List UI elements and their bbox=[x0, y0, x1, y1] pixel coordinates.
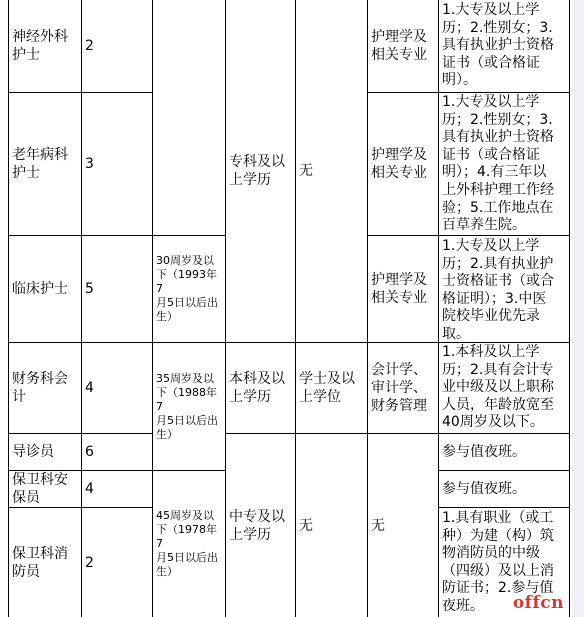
position-cell: 保卫科安 保员 bbox=[12, 472, 68, 506]
requirement-cell: 1.大专及以上学 历；2.具有执业护 士资格证书（或合 格证明）；3.中医 院校毕业优先录取。 bbox=[442, 238, 554, 342]
position-cell: 临床护士 bbox=[12, 281, 68, 297]
title-cell: 学士及以 上学位 bbox=[299, 371, 355, 405]
count-cell: 4 bbox=[85, 481, 94, 497]
position-cell: 老年病科 护士 bbox=[12, 147, 68, 181]
requirement-cell: 1.本科及以上学 历；2.具有会计专 业中级及以上职称 人员，年龄放宽至 40周岁及以下。 bbox=[442, 344, 554, 431]
degree-cell: 专科及以 上学历 bbox=[229, 154, 285, 188]
col-border bbox=[569, 0, 570, 617]
position-cell: 保卫科消 防员 bbox=[12, 545, 68, 580]
requirement-cell: 参与值夜班。 bbox=[442, 481, 526, 497]
age-cell: 35周岁及以 下（1988年7 月5日以后出 生） bbox=[156, 371, 218, 441]
requirement-cell: 1.大专及以上学 历；2.性别女；3. 具有执业护士资格 证书（或合格证 明）。 bbox=[442, 2, 554, 89]
title-cell: 无 bbox=[299, 517, 313, 534]
requirement-cell: 参与值夜班。 bbox=[442, 444, 526, 460]
degree-cell: 本科及以 上学历 bbox=[229, 371, 285, 405]
position-cell: 财务科会 计 bbox=[12, 371, 68, 405]
major-cell: 护理学及 相关专业 bbox=[371, 272, 427, 306]
requirement-cell: 1.具有职业（或工 种）为建（构）筑 物消防员的中级 （四级）及以上消 防证书；2.参与值 夜班。 bbox=[442, 510, 554, 614]
age-cell: 30周岁及以 下（1993年7 月5日以后出 生） bbox=[156, 254, 218, 323]
major-cell: 护理学及 相关专业 bbox=[371, 29, 427, 63]
major-cell: 会计学、 审计学、 财务管理 bbox=[371, 362, 427, 414]
count-cell: 6 bbox=[85, 444, 94, 460]
requirement-cell: 1.大专及以上学 历；2.性别女；3. 具有执业护士资格 证书（或合格证 明）；4.有三年以 上外科护理工作经 验；5.工作地点在 百草养生院。 bbox=[442, 94, 554, 234]
position-cell: 神经外科 护士 bbox=[12, 29, 68, 63]
count-cell: 3 bbox=[85, 156, 94, 172]
count-cell: 4 bbox=[85, 380, 94, 396]
title-cell: 无 bbox=[299, 163, 313, 179]
age-cell: 45周岁及以 下（1978年7 月5日以后出 生） bbox=[156, 509, 218, 578]
major-cell: 无 bbox=[371, 517, 385, 534]
offcn-watermark: offcn bbox=[512, 593, 564, 613]
major-cell: 护理学及 相关专业 bbox=[371, 147, 427, 181]
count-cell: 5 bbox=[85, 281, 94, 297]
count-cell: 2 bbox=[85, 554, 94, 571]
position-cell: 导诊员 bbox=[12, 444, 54, 460]
degree-cell: 中专及以 上学历 bbox=[229, 508, 285, 543]
count-cell: 2 bbox=[85, 38, 94, 54]
page-edge bbox=[572, 0, 584, 617]
